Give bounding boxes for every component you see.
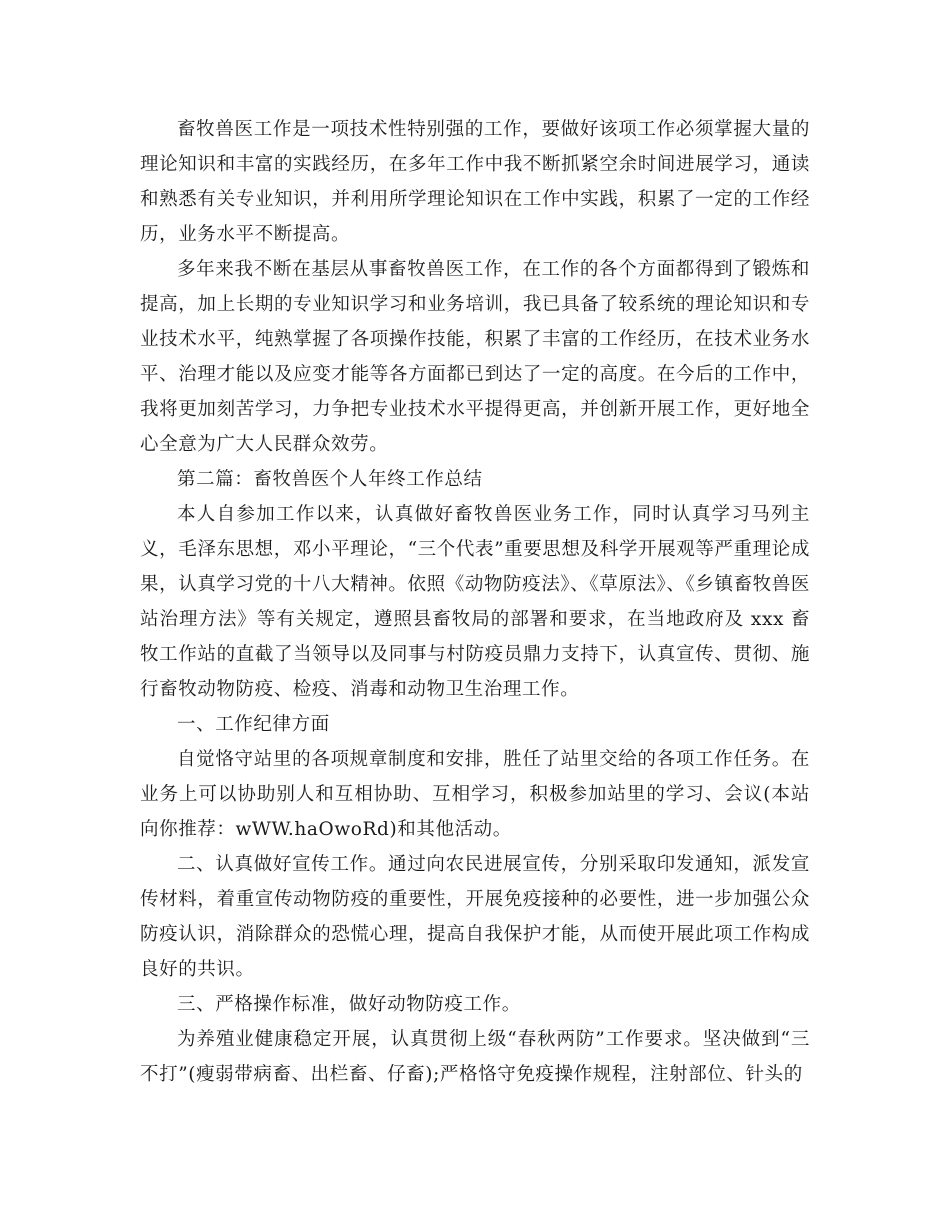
paragraph-experience: 畜牧兽医工作是一项技术性特别强的工作，要做好该项工作必须掌握大量的理论知识和丰富的实践经历，在多年工作中我不断抓紧空余时间进展学习，通读和熟悉有关专业知识，并利用所学理论知识在工作中实践，积累了一定的工作经历，业务水平不断提高。 — [140, 119, 810, 245]
section-heading-standards: 三、严格操作标准，做好动物防疫工作。 — [177, 994, 521, 1015]
paragraph-intro: 本人自参加工作以来，认真做好畜牧兽医业务工作，同时认真学习马列主义，毛泽东思想，邓小平理论，“三个代表”重要思想及科学开展观等严重理论成果，认真学习党的十八大精神。依照《动物防疫法》、《草原法》、《乡镇畜牧兽医站治理方法》等有关规定，遵照县畜牧局的部署和要求，在当地政府及 xxx 畜牧工作站的直截了当领导以及同事与村防疫员鼎力支持下，认真宣传、贯彻、施行畜牧动物防疫、检疫、消毒和动物卫生治理工作。 — [140, 504, 810, 700]
paragraph-growth: 多年来我不断在基层从事畜牧兽医工作，在工作的各个方面都得到了锻炼和提高，加上长期的专业知识学习和业务培训，我已具备了较系统的理论知识和专业技术水平，纯熟掌握了各项操作技能，积累了丰富的工作经历，在技术业务水平、治理才能以及应变才能等各方面都已到达了一定的高度。在今后的工作中，我将更加刻苦学习，力争把专业技术水平提得更高，并创新开展工作，更好地全心全意为广大人民群众效劳。 — [140, 259, 810, 455]
section-title-part-two: 第二篇：畜牧兽医个人年终工作总结 — [177, 469, 483, 490]
paragraph-discipline: 自觉恪守站里的各项规章制度和安排，胜任了站里交给的各项工作任务。在业务上可以协助别人和互相协助、互相学习，积极参加站里的学习、会议(本站向你推荐：wWW.haOwoRd)和其他活动。 — [140, 749, 810, 840]
section-heading-discipline: 一、工作纪律方面 — [177, 714, 330, 735]
paragraph-epidemic-prevention: 为养殖业健康稳定开展，认真贯彻上级“春秋两防”工作要求。坚决做到“三不打”(瘦弱带病畜、出栏畜、仔畜);严格恪守免疫操作规程，注射部位、针头的 — [140, 1029, 810, 1085]
paragraph-publicity: 二、认真做好宣传工作。通过向农民进展宣传，分别采取印发通知，派发宣传材料，着重宣传动物防疫的重要性，开展免疫接种的必要性，进一步加强公众防疫认识，消除群众的恐慌心理，提高自我保护才能，从而使开展此项工作构成良好的共识。 — [140, 854, 810, 980]
